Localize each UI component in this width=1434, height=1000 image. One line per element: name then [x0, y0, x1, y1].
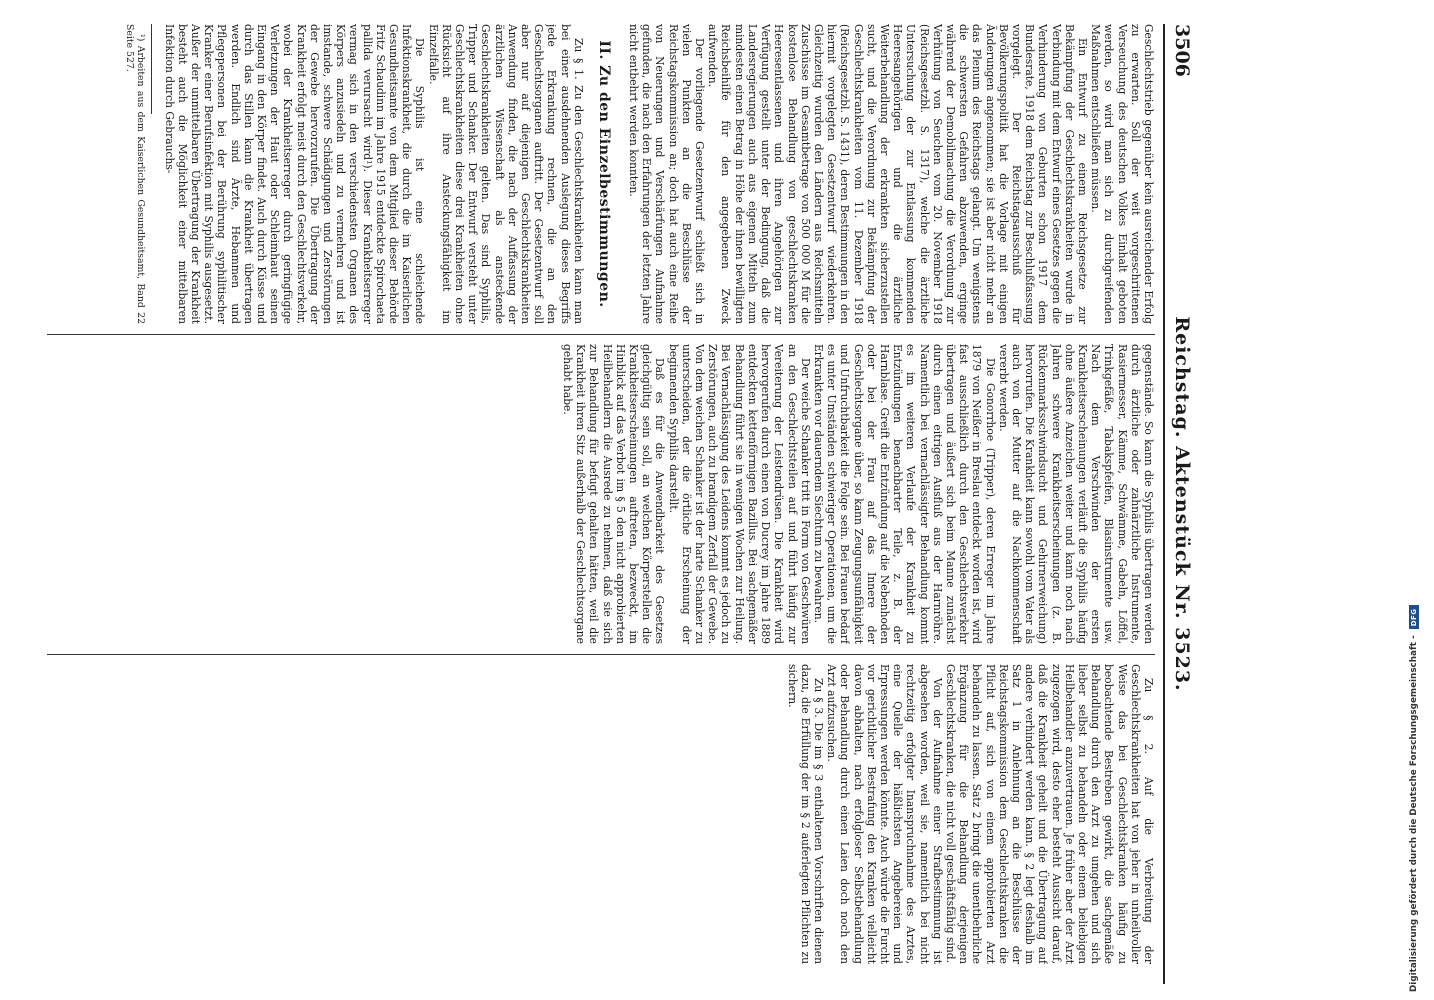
footnote: ¹) Arbeiten aus dem Kaiserlichen Gesundheitsamt, Band 22 Seite 527.	[123, 24, 147, 324]
dfg-logo: DFG	[1409, 605, 1419, 629]
paragraph: Ein Entwurf zu einem Reichsgesetze zur Bekämpfung der Geschlechtskrankheiten wurde in Verbindung mit dem Entwurf eines Gesetzes gegen die Verhinderung von Geburten schon 1917 dem Bundesrate, 1918 dem Reichstag zur Beschlußfassung vorgelegt. Der Reichstagsausschuß für Bevölkerungspolitik hat die Vorlage mit einigen Änderungen angenommen; sie ist aber nicht mehr an das Plenum des Reichstags gelangt. Um wenigstens die schwersten Gefahren abzuwenden, erginge während der Demobilmachung die Verordnung zur Verhütung von Seuchen vom 20. November 1918 (Reichsgesetzbl. S. 1317), welche die ärztliche Untersuchung der zur Entlassung kommenden Heeresangehörigen und die ärztliche Weiterbehandlung der erkrankten sicherzustellen sucht, und die Verordnung zur Bekämpfung der Geschlechtskrankheiten vom 11. Dezember 1918 (Reichsgesetzbl. S. 1431), deren Bestimmungen in den hiermit vorgelegten Gesetzentwurf wiederkehren. Gleichzeitig wurden den Ländern aus Reichsmitteln Zuschüsse im Gesamtbetrage von 500 000 M für die kostenlose Behandlung von geschlechtskranken Heeresentlassenen und ihren Angehörigen zur Verfügung gestellt unter der Bedingung, daß die Landesregierungen auch aus eigenen Mitteln zum mindesten einen Betrag in Höhe der ihnen bewilligten Reichsbeihilfe für den angegebenen Zweck aufwenden.	[706, 24, 1089, 324]
header-rule	[1163, 24, 1165, 984]
page-header	[1169, 24, 1195, 984]
text-column-1	[45, 24, 1155, 324]
paragraph: Zu § 3. Die im § 3 enthaltenen Vorschriften dienen dazu, die Erfüllung der im § 2 auferlegten Pflichten zu sichern.	[785, 664, 825, 964]
page-title: Reichstag. Aktenstück Nr. 3523.	[1171, 316, 1193, 692]
paragraph: Von der Aufnahme einer Strafbestimmung ist abgesehen worden, weil sie, namentlich bei nicht rechtzeitig erfolgter Inanspruchnahme des Arztes, eine Quelle der häßlichsten Angebereien und Erpressungen werden könnte. Auch würde die Furcht vor gerichtlicher Bestrafung den Kranken vielleicht davon abhalten, nach erfolgloser Selbstbehandlung oder Behandlung durch einen Laien doch noch den Arzt aufzusuchen.	[825, 664, 944, 964]
paragraph: Daß es für die Anwendbarkeit des Gesetzes gleichgültig sein soll, an welchen Körperstellen die Krankheitserscheinungen auftreten, bezweckt, im Hinblick auf das Verbot im § 5 den nicht approbierten Heilbehandlern die Ausrede zu nehmen, daß sie sich zur Behandlung für befugt gehalten hätten, weil die Krankheit ihren Sitz außerhalb der Geschlechtsorgane gehabt habe.	[561, 344, 667, 644]
paragraph: Zu § 2. Auf die Verbreitung der Geschlechtskrankheiten hat von jeher in unheilvoller Weise das bei Geschlechtskranken häufig zu beobachtende Bestreben gewirkt, die sachgemäße Behandlung durch den Arzt zu umgehen und sich lieber selbst zu behandeln oder einem beliebigen Heilbehandler anzuvertrauen. Je früher aber der Arzt zugezogen wird, desto eher besteht Aussicht darauf, daß die Krankheit geheilt und die Übertragung auf andere verhindert werden kann. § 2 legt deshalb im Satz 1 in Anlehnung an die Beschlüsse der Reichstagskommission dem Geschlechtskranken die Pflicht auf, sich von einem approbierten Arzt behandeln zu lassen. Satz 2 bringt die unentbehrliche Ergänzung für die Behandlung derjenigen Geschlechtskranken, die nicht voll geschäftsfähig sind.	[943, 664, 1155, 964]
page-number: 3506	[1171, 24, 1193, 77]
text-column-3	[45, 664, 1155, 964]
text-column-2	[45, 344, 1155, 644]
paragraph: Geschlechtstrieb gegenüber kein ausreichender Erfolg zu erwarten. Soll der weit vorgeschrittenen Verseuchung des deutschen Volkes Einhalt geboten werden, so wird man sich zu durchgreifenden Maßnahmen entschließen müssen.	[1089, 24, 1155, 324]
rotated-page-content	[35, 24, 1195, 984]
paragraph: Die Syphilis ist eine schleichende Infektionskrankheit, die durch die im Kaiserlichen Gesundheitsamte von dem Mitglied dieser Behörde Fritz Schaudinn im Jahre 1915 entdeckte Spirochaeta pallida verursacht wird¹). Dieser Krankheitserreger vermag sich in den verschiedensten Organen des Körpers anzusiedeln und zu vermehren und ist imstande, schwere Schädigungen und Zerstörungen der Gewebe hervorzurufen. Die Übertragung der Krankheit erfolgt meist durch den Geschlechtsverkehr, wobei der Krankheitserreger durch geringfügige Verletzungen der Haut oder Schleimhaut seinen Eingang in den Körper findet. Auch durch Küsse und durch das Stillen kann die Krankheit übertragen werden. Endlich sind Ärzte, Hebammen und Pflegepersonen bei der Berührung syphilitischer Kranker einer Berufsinfektion mit Syphilis ausgesetzt. Außer der unmittelbaren Übertragung der Krankheit besteht auch die Möglichkeit einer mittelbaren Infektion durch Gebrauchs-	[162, 24, 427, 324]
paragraph: Der vorliegende Gesetzentwurf schließt sich in vielen Punkten an die Beschlüsse der Reichstagskommission an; doch hat auch eine Reihe von Neuerungen und Verschärfungen Aufnahme gefunden, die nach den Erfahrungen der letzten Jahre nicht entbehrt werden konnten.	[627, 24, 707, 324]
footnote-rule	[151, 24, 152, 114]
paragraph: gegenstände. So kann die Syphilis übertragen werden durch ärztliche oder zahnärztliche Instrumente, Rasiermesser, Kämme, Schwämme, Gabeln, Löffel, Trinkgefäße, Tabakspfeifen, Blasinstrumente usw. Nach dem Verschwinden der ersten Krankheitserscheinungen verläuft die Syphilis häufig ohne äußere Anzeichen weiter und kann noch nach Jahren schwere Krankheitserscheinungen (z. B. Rückenmarksschwindsucht und Gehirnerweichung) hervorrufen. Die Krankheit kann sowohl vom Vater als auch von der Mutter auf die Nachkommenschaft vererbt werden.	[996, 344, 1155, 644]
column-rule	[47, 654, 1155, 655]
digitization-credit	[1409, 605, 1419, 992]
paragraph: Der weiche Schanker tritt in Form von Geschwüren an den Geschlechtsteilen auf und führt häufig zur Vereiterung der Leistendrüsen. Die Krankheit wird hervorgerufen durch einen von Ducrey im Jahre 1889 entdeckten kettenförmigen Bazillus. Bei sachgemäßer Behandlung führt sie in wenigen Wochen zur Heilung. Bei Vernachlässigung des Leidens kommt es jedoch zu Zerstörungen, auch zu brandigem Zerfall der Gewebe. Von dem weichen Schanker ist der harte Schanker zu unterscheiden, der die örtliche Erscheinung der beginnenden Syphilis darstellt.	[666, 344, 812, 644]
credit-text: Digitalisierung gefördert durch die Deutsche Forschungsgemeinschaft -	[1409, 635, 1419, 992]
paragraph: Die Gonorrhoe (Tripper), deren Erreger im Jahre 1879 von Neißer in Breslau entdeckt worden ist, wird fast ausschließlich durch den Geschlechtsverkehr übertragen und äußert sich beim Manne zunächst durch einen eitrigen Ausfluß aus der Harnröhre. Namentlich bei vernachlässigter Behandlung kommt es im weiteren Verlaufe der Krankheit zu Entzündungen benachbarter Teile, z. B. der Harnblase. Greift die Entzündung auf die Nebenhoden oder bei der Frau auf das Innere der Geschlechtsorgane über, so kann Zeugungsunfähigkeit und Unfruchtbarkeit die Folge sein. Bei Frauen bedarf es unter Umständen schwieriger Operationen, um die Erkrankten vor dauerndem Siechtum zu bewahren.	[811, 344, 997, 644]
section-heading: II. Zu den Einzelbestimmungen.	[595, 40, 612, 308]
column-rule	[47, 334, 1155, 335]
paragraph: Zu § 1. Zu den Geschlechtskrankheiten kann man bei einer ausdehnenden Auslegung dieses Begriffs jede Erkrankung rechnen, die an den Geschlechtsorganen auftritt. Der Gesetzentwurf soll aber nur auf diejenigen Geschlechtskrankheiten Anwendung finden, die nach der Auffassung der ärztlichen Wissenschaft als ansteckende Geschlechtskrankheiten gelten. Das sind Syphilis, Tripper und Schanker. Der Entwurf versteht unter Geschlechtskrankheiten diese drei Krankheiten ohne Rücksicht auf ihre Ansteckungsfähigkeit im Einzelfalle.	[426, 24, 585, 324]
